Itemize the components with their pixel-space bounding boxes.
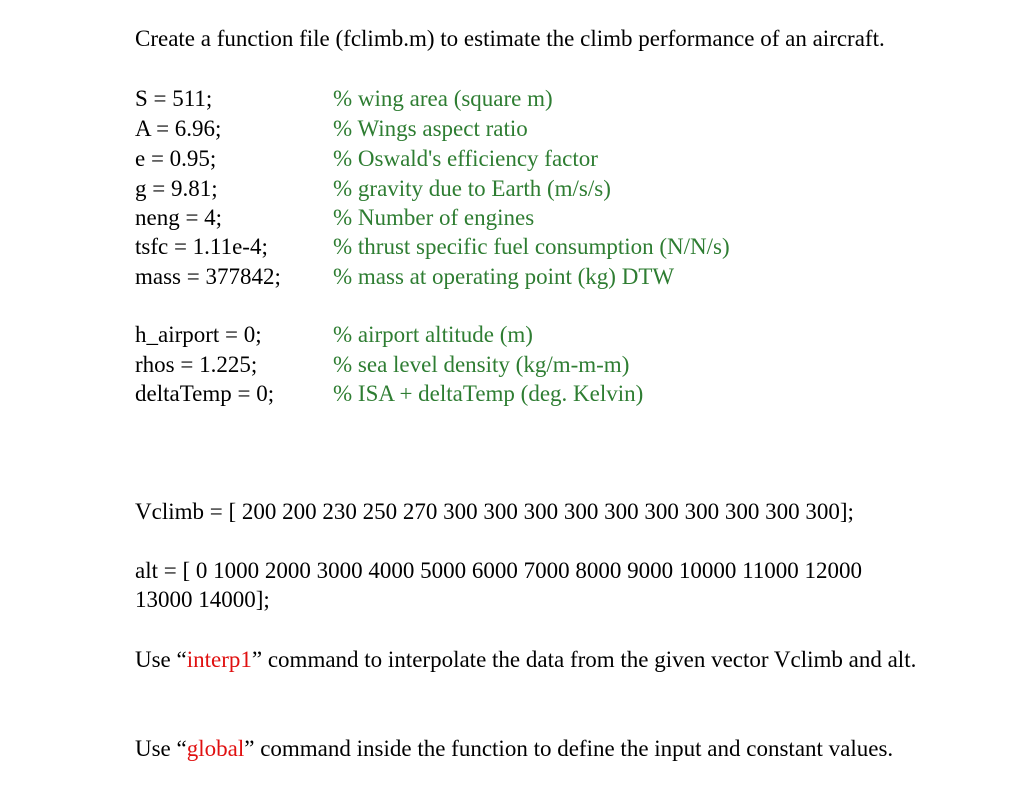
interp-after: ” command to interpolate the data from the given vector Vclimb and alt. [251, 647, 917, 672]
variable-comment: % Number of engines [333, 205, 535, 230]
variable-code: deltaTemp = 0; [135, 381, 275, 406]
variable-row-wing-area [135, 84, 895, 114]
variable-row-aspect-ratio [135, 114, 895, 144]
variable-comment: % sea level density (kg/m-m-m) [333, 352, 630, 377]
variable-code: e = 0.95; [135, 146, 217, 171]
variable-code: h_airport = 0; [135, 322, 262, 347]
variable-row-gravity [135, 174, 895, 204]
variable-comment: % Wings aspect ratio [333, 116, 528, 141]
variable-row-oswald [135, 144, 895, 174]
interp-before: Use “ [135, 647, 187, 672]
alt-vector-line-2: 13000 14000]; [135, 587, 270, 612]
variable-code: mass = 377842; [135, 264, 281, 289]
variable-comment: % mass at operating point (kg) DTW [333, 264, 675, 289]
global-keyword: global [186, 736, 245, 761]
variable-code: rhos = 1.225; [135, 352, 258, 377]
interp-instruction [135, 645, 975, 675]
alt-vector-line-1: alt = [ 0 1000 2000 3000 4000 5000 6000 7000 8000 9000 10000 11000 12000 [135, 558, 863, 583]
variable-comment: % thrust specific fuel consumption (N/N/s) [333, 234, 730, 259]
global-after: ” command inside the function to define the input and constant values. [244, 736, 894, 761]
variable-row-mass [135, 262, 895, 292]
variable-comment: % gravity due to Earth (m/s/s) [333, 176, 611, 201]
variable-code: S = 511; [135, 86, 213, 111]
interp-keyword: interp1 [186, 647, 252, 672]
vclimb-vector: Vclimb = [ 200 200 230 250 270 300 300 300 300 300 300 300 300 300 300]; [135, 499, 854, 524]
variable-comment: % wing area (square m) [333, 86, 553, 111]
variable-row-tsfc [135, 232, 895, 262]
global-instruction [135, 734, 975, 764]
variable-comment: % Oswald's efficiency factor [333, 146, 598, 171]
variable-row-sea-level-density [135, 350, 895, 380]
variable-code: g = 9.81; [135, 176, 218, 201]
variable-row-delta-temp [135, 379, 895, 409]
variable-code: tsfc = 1.11e-4; [135, 234, 268, 259]
variable-comment: % ISA + deltaTemp (deg. Kelvin) [333, 381, 644, 406]
variable-code: neng = 4; [135, 205, 223, 230]
variable-comment: % airport altitude (m) [333, 322, 533, 347]
global-before: Use “ [135, 736, 187, 761]
variable-row-airport-altitude [135, 320, 895, 350]
assignment-title: Create a function file (fclimb.m) to estimate the climb performance of an aircraft. [135, 26, 885, 51]
variable-row-engines [135, 203, 895, 233]
variable-code: A = 6.96; [135, 116, 222, 141]
